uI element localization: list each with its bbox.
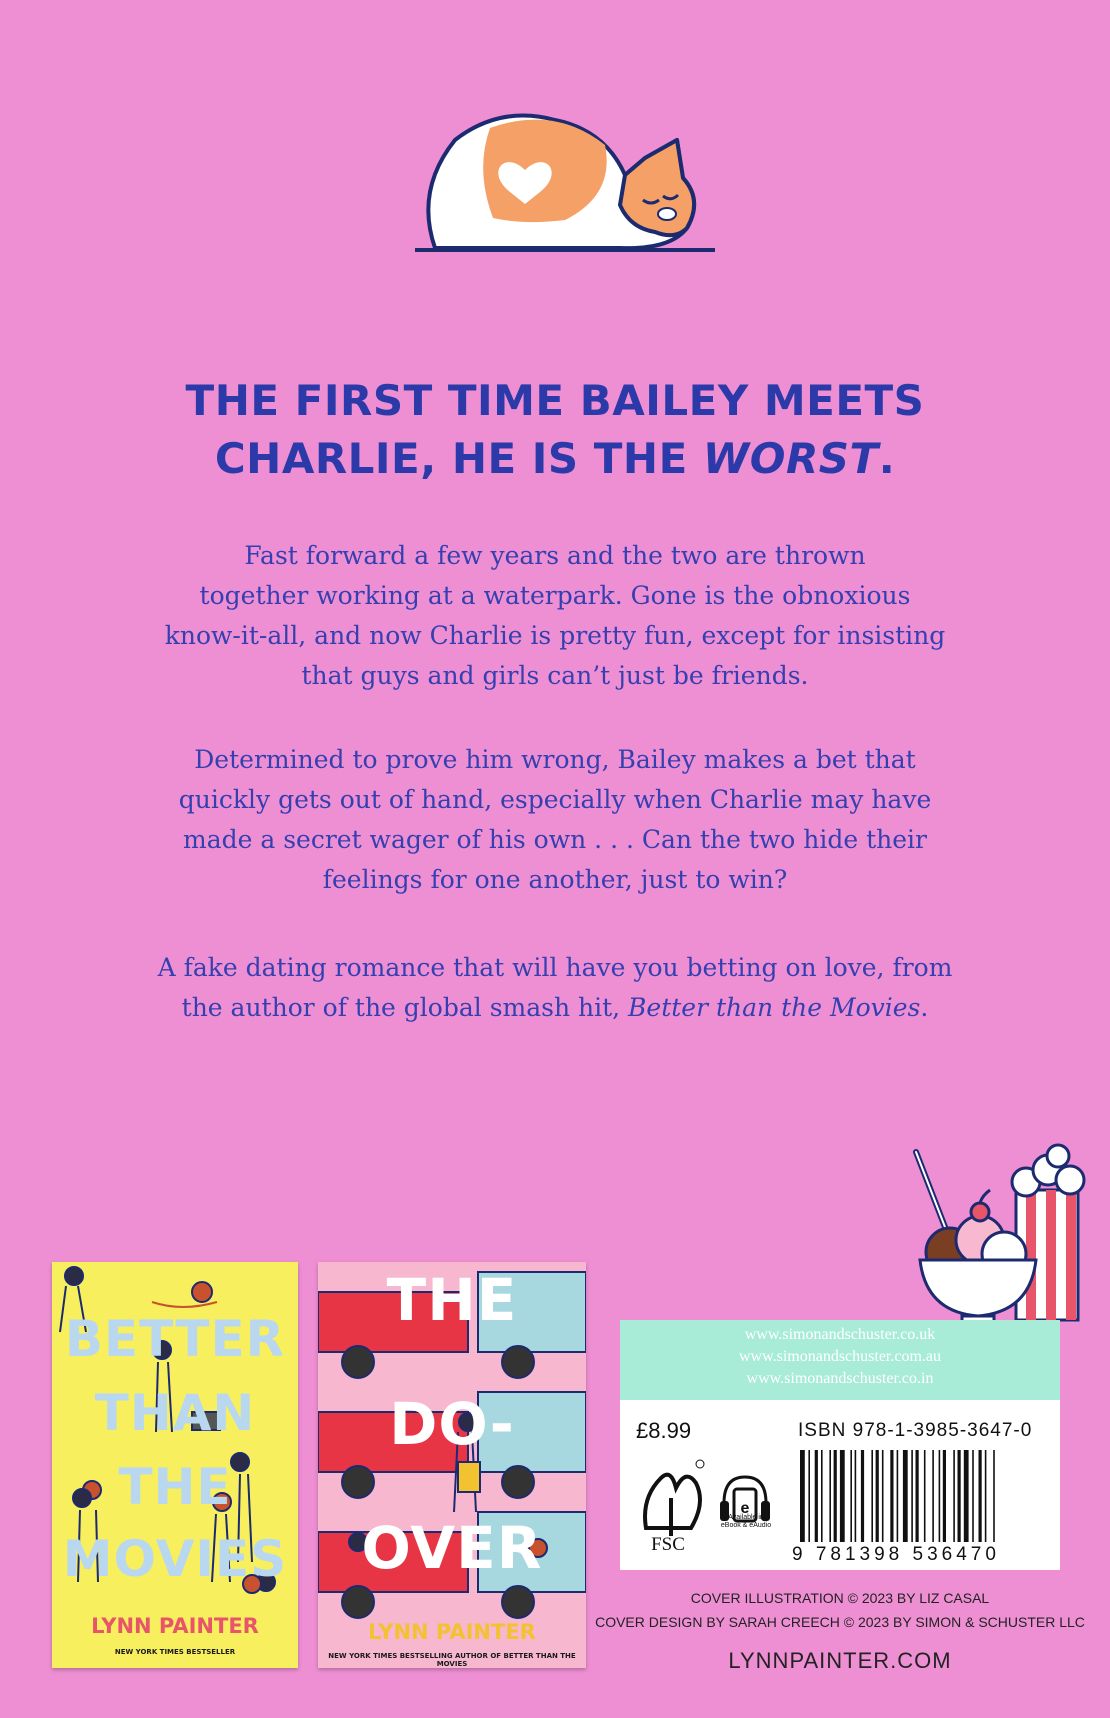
blurb-line: feelings for one another, just to win?: [322, 865, 788, 894]
book-cover-better-than-the-movies: [52, 1262, 298, 1668]
blurb-line: know-it-all, and now Charlie is pretty fun, except for insisting: [164, 621, 946, 650]
blurb-line: Fast forward a few years and the two are thrown: [244, 541, 866, 570]
headline-line-2-text: CHARLIE, HE IS THE: [214, 434, 703, 483]
ice-cream-popcorn-illustration: [880, 1140, 1100, 1330]
blurb-period: .: [920, 993, 929, 1022]
book2-title-line: THE: [386, 1266, 518, 1334]
price: £8.99: [636, 1418, 692, 1443]
barcode-number: 9 781398 536470: [792, 1544, 1000, 1565]
book2-tagline: NEW YORK TIMES BESTSELLING AUTHOR OF BETTER THAN THE MOVIES: [328, 1652, 576, 1668]
blurb-line: quickly gets out of hand, especially when Charlie may have: [178, 785, 932, 814]
svg-text:e: e: [740, 1500, 750, 1517]
sleeping-cat-illustration: [415, 100, 715, 270]
book1-title-line: THE: [118, 1458, 232, 1516]
ebook-label-line: eBook & eAudio: [720, 1522, 772, 1529]
book1-author: LYNN PAINTER: [91, 1614, 259, 1638]
headline-line-1: THE FIRST TIME BAILEY MEETS: [185, 376, 925, 425]
blurb-paragraph-3: [80, 948, 1030, 1028]
book-title-mention: Better than the Movies: [628, 993, 921, 1022]
publisher-info-box: [620, 1320, 1060, 1570]
ebook-availability: [712, 1514, 780, 1530]
blurb-line: that guys and girls can’t just be friends.: [301, 661, 809, 690]
blurb-line-text: the author of the global smash hit,: [181, 993, 629, 1022]
publisher-websites: [620, 1320, 1060, 1400]
barcode-icon: [800, 1450, 1048, 1542]
book2-title-line: OVER: [361, 1514, 543, 1582]
book2-author: LYNN PAINTER: [368, 1620, 536, 1644]
blurb-paragraph-2: [80, 740, 1030, 900]
blurb-line: made a secret wager of his own . . . Can the two hide their: [182, 825, 928, 854]
blurb-line: A fake dating romance that will have you betting on love, from: [157, 953, 953, 982]
publisher-website-au: www.simonandschuster.com.au: [738, 1348, 942, 1365]
headline-emphasis: WORST: [702, 434, 879, 483]
blurb-line: together working at a waterpark. Gone is the obnoxious: [199, 581, 911, 610]
book-cover-the-do-over: [318, 1262, 586, 1668]
blurb-line: Determined to prove him wrong, Bailey makes a bet that: [194, 745, 916, 774]
ebook-eaudio-icon: [718, 1458, 772, 1548]
publisher-website-in: www.simonandschuster.co.in: [746, 1370, 934, 1387]
ebook-label-line: Available in: [728, 1514, 764, 1521]
blurb-paragraph-1: [80, 536, 1030, 696]
cover-design-credit: COVER DESIGN BY SARAH CREECH © 2023 BY SIMON & SCHUSTER LLC: [595, 1614, 1085, 1630]
blurb-line: [80, 988, 1030, 1028]
fsc-label: FSC: [651, 1534, 685, 1555]
headline-line-2: [0, 430, 1110, 488]
isbn: ISBN 978-1-3985-3647-0: [798, 1420, 1033, 1441]
book1-tagline: NEW YORK TIMES BESTSELLER: [114, 1648, 236, 1656]
publisher-website-uk: www.simonandschuster.co.uk: [744, 1326, 936, 1343]
book1-title-line: THAN: [94, 1384, 256, 1442]
headline: [0, 372, 1110, 488]
book1-title-line: MOVIES: [62, 1530, 288, 1588]
author-website: LYNNPAINTER.COM: [728, 1648, 952, 1673]
book1-title-line: BETTER: [64, 1310, 286, 1368]
headline-period: .: [878, 434, 896, 483]
book2-title-line: DO-: [389, 1390, 515, 1458]
cover-illustration-credit: COVER ILLUSTRATION © 2023 BY LIZ CASAL: [690, 1590, 990, 1606]
